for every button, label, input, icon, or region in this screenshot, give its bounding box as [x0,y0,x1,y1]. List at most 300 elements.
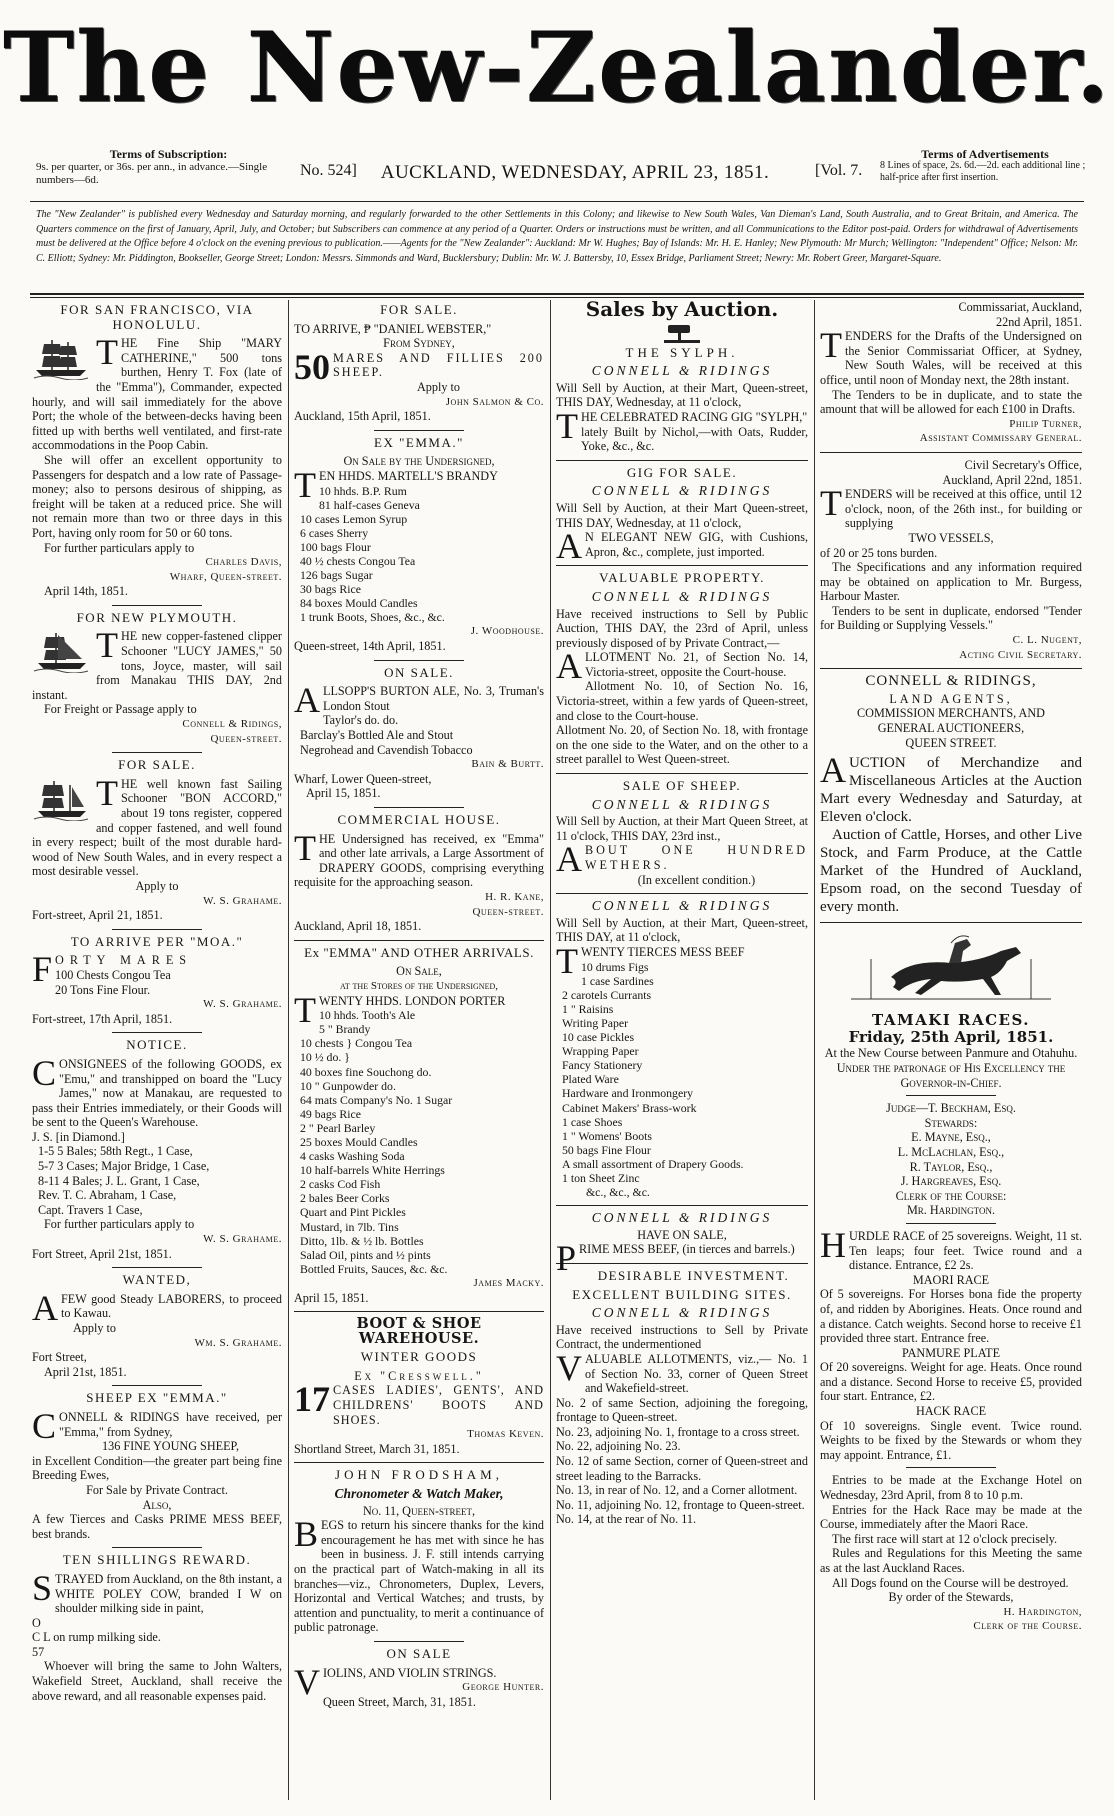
ad-subheading: On Sale, [396,964,442,979]
ad-signature: Philip Turner, [1009,417,1082,430]
auctioneer-name: CONNELL & RIDINGS [591,1210,773,1226]
ad-body: Will Sell by Auction, at their Mart Queen Street, at 11 o'clock, THIS DAY, 23rd inst., [556,814,808,843]
ad-body: lately Built by Nichol,—with Oats, Rudder, Yoke, &c., &c. [581,424,808,454]
list-item: Hardware and Ironmongery [562,1086,694,1101]
ad-body: IOLINS, AND VIOLIN STRINGS. [323,1665,497,1680]
race-description: Of 5 sovereigns. For Horses bona fide the property of, and ridden by Aborigines. Heats. Once round and a distance. Catch weights. Second horse to receive £1 provided three start. Entrance free. [820,1287,1082,1346]
ad-daniel-webster [294,303,544,424]
list-item: Taylor's do. do. [323,713,399,728]
brand-mark: O [32,1615,41,1630]
ad-date: April 21st, 1851. [44,1364,127,1379]
ad-body: HE Fine Ship "MARY CATHERINE," 500 tons burthen, Henry T. Fox (late of the "Emma"), Commander, expected hourly, and will sail immediately for the above Port; the whole of the between-decks having been fitted up with berths well ventilated, and first-rate accommodations in the Poop Cabin. [32,336,282,453]
ad-date: Friday, 25th April, 1851. [848,1027,1054,1046]
ad-separator [556,773,808,774]
list-item: 100 bags Flour [300,539,371,554]
race-official: Stewards: [924,1115,978,1130]
ad-body: HE new copper-fastened clipper Schooner "LUCY JAMES," 50 tons, Joyce, master, will sail from Manakau THIS DAY, 2nd instant. [32,629,282,702]
ad-valuable-property [556,571,808,767]
drop-cap: F [32,949,53,990]
list-item: 10 hhds. B.P. Rum [319,483,407,498]
ad-body: ENDERS will be received at this office, until 12 o'clock, noon, of the 26th inst., for building or supplying [845,487,1082,531]
drop-cap: T [556,405,578,446]
ad-heading: FOR SAN FRANCISCO, VIA HONOLULU. [60,302,254,332]
ad-body: Auction of Cattle, Horses, and other Live Stock, and Farm Produce, at the Cattle Market of the Hundred of Auckland, Epsom road, on the second Tuesday of every month. [820,827,1082,916]
ad-sheep-emma [32,1391,282,1541]
ad-ex-emma [294,436,544,654]
ad-body: UCTION of Merchandize and Miscellaneous Articles at the Auction Mart every Wednesday and Saturday, at Eleven o'clock. [820,755,1082,826]
list-item: Salad Oil, pints and ½ pints [300,1247,431,1262]
list-item: 10 " Gunpowder do. [300,1078,396,1093]
ad-heading: EX "EMMA." [374,434,464,450]
list-item: No. 22, adjoining No. 23. [556,1439,681,1454]
ad-signature: H. Hardington, [1003,1605,1082,1618]
ad-heading: CONNELL & RIDINGS, [865,673,1037,690]
ad-body: ONSIGNEES of the following GOODS, ex "Emu," and transhipped on board the "Lucy James," now at Manakau, are requested to pass their Entries immediately, or their Goods will be sent to the Queen's Warehouse. [32,1056,282,1130]
ad-signature: J. Woodhouse. [470,625,544,638]
ad-body: Will Sell by Auction, at their Mart, Queen-street, THIS DAY, Wednesday, at 11 o'clock, [556,380,808,410]
ad-commissariat-tenders [820,300,1082,446]
list-item: 64 mats Company's No. 1 Sugar [300,1092,453,1107]
auctioneer-name: CONNELL & RIDINGS [591,363,773,379]
ad-date: Wharf, Lower Queen-street, [294,771,432,786]
ad-body: For Sale by Private Contract. [86,1482,228,1497]
ad-body: By order of the Stewards, [888,1590,1014,1605]
ad-separator [906,1223,996,1224]
ad-tamaki-races [820,929,1082,1634]
drop-cap: T [294,989,316,1030]
ad-body: EN HHDS. MARTELL'S BRANDY [319,468,498,483]
list-item: 100 Chests Congou Tea [55,967,171,982]
ad-separator [112,605,202,606]
list-item: A small assortment of Drapery Goods. [562,1156,744,1171]
column-divider [550,300,551,1800]
ad-heading: ON SALE. [384,664,454,680]
list-item: Fancy Stationery [562,1058,643,1073]
ad-body: HE well known fast Sailing Schooner "BON ACCORD," about 19 tons register, coppered and copper fastened, and well found in every respect; built of the most durable hard-wood of New South Wales, and in every respect a most desirable vessel. [32,776,282,879]
ad-body: 136 FINE YOUNG SHEEP, [102,1439,240,1454]
dateline: AUCKLAND, WEDNESDAY, APRIL 23, 1851. [380,162,770,183]
list-item: 4 casks Washing Soda [300,1149,405,1164]
ad-body: Whoever will bring the same to John Walters, Wakefield Street, Auckland, shall receive the above reward, and all reasonable expenses paid. [32,1659,282,1703]
drop-cap: A [556,839,582,880]
ad-body: Have received instructions to Sell by Private Contract, the undermentioned [556,1322,808,1352]
list-item: 2 carotels Currants [562,987,652,1002]
ad-boot-shoe [294,1317,544,1456]
ad-heading: VALUABLE PROPERTY. [599,570,765,586]
ad-body: N ELEGANT NEW GIG, with Cushions, Apron, &c., complete, just imported. [585,530,808,559]
list-item: 2 casks Cod Fish [300,1177,381,1192]
list-item: 10 ½ do. } [300,1050,350,1065]
ad-place: Commissariat, Auckland, [958,300,1082,314]
race-official: J. Hargreaves, Esq. [900,1174,1002,1189]
ad-separator [820,922,1082,923]
ad-apply: Apply to [73,1321,116,1335]
ad-address: No. 11, Queen-street, [362,1503,476,1518]
ad-separator [820,668,1082,669]
ad-signature: James Macky. [473,1276,544,1289]
column-2 [294,300,544,1804]
ad-civil-secretary [820,458,1082,662]
ad-body: FEW good Steady LABORERS, to proceed to Kawau. [61,1291,282,1321]
ad-address: Queen-street. [210,732,282,745]
ad-signature: W. S. Grahame. [203,894,282,907]
auctioneer-name: CONNELL & RIDINGS [591,796,773,812]
ad-separator [294,1462,544,1463]
race-description: Of 20 sovereigns. Weight for age. Heats. Once round and a distance. Second Horse to receive £5, provided four start. Entrance, £2. [820,1360,1082,1404]
ad-body: Will Sell by Auction, at their Mart Queen-street, THIS DAY, Wednesday, at 11 o'clock, [556,500,808,530]
ad-body: WENTY HHDS. LONDON PORTER [319,993,506,1008]
ad-body: TRAYED from Auckland, on the 8th instant, a WHITE POLEY COW, branded I W on shoulder milking side in paint, [55,1571,282,1616]
ad-reward [32,1553,282,1703]
drop-number: 50 [294,346,330,387]
list-item: 5 " Brandy [319,1022,371,1037]
ad-signature: C. L. Nugent, [1012,634,1082,647]
ad-separator [112,1267,202,1268]
ad-separator [820,452,1082,453]
auctioneer-name: CONNELL & RIDINGS [591,588,773,604]
ad-body: The Tenders to be in duplicate, and to state the amount that will be allowed for each £100 in Drafts. [820,387,1082,417]
list-item: Barclay's Bottled Ale and Stout [300,728,454,743]
race-official: Mr. Hardington. [906,1203,996,1218]
ad-body: BOUT ONE HUNDRED WETHERS. [585,843,808,872]
ad-address: Wharf, Queen-street. [169,570,282,583]
ad-body: (In excellent condition.) [637,872,756,887]
ad-date: 22nd April, 1851. [996,314,1082,329]
ad-notice [32,1038,282,1261]
drop-cap: C [32,1052,57,1093]
ad-date: April 15, 1851. [306,786,381,801]
ad-commercial-house [294,813,544,934]
ad-body: At the New Course between Panmure and Otahuhu. [824,1046,1078,1061]
ad-separator [906,1095,996,1096]
race-official: E. Mayne, Esq., [911,1130,991,1145]
list-item: Cabinet Makers' Brass-work [562,1100,697,1115]
ad-signature: W. S. Grahame. [203,1233,282,1246]
list-item: 30 bags Rice [300,582,361,597]
ad-apply: Apply to [135,878,179,893]
ad-separator [294,1311,544,1312]
goods-list [556,960,808,1200]
ad-heading: FOR NEW PLYMOUTH. [76,609,238,625]
drop-cap: T [294,464,316,505]
list-item: 8-11 4 Bales; J. L. Grant, 1 Case, [38,1173,200,1188]
ad-heading: FOR SALE. [118,757,196,773]
list-item: Allotment No. 20, of Section No. 18, with frontage on the one side to the Water, and on the other to a street parallel to West Queen-street. [556,723,808,767]
list-item: 5-7 3 Cases; Major Bridge, 1 Case, [38,1159,210,1174]
ad-body: WENTY TIERCES MESS BEEF [581,944,745,959]
gavel-icon [662,321,702,343]
ad-body: Entries for the Hack Race may be made at the Course, immediately after the Maori Race. [820,1502,1082,1532]
ad-body: All Dogs found on the Course will be destroyed. [832,1575,1069,1590]
list-item: 20 Tons Fine Flour. [55,982,151,997]
subscription-terms-text: 9s. per quarter, or 36s. per ann., in advance.—Single numbers—6d. [36,161,268,186]
ad-gig [556,464,808,567]
ad-date: Fort Street, April 21st, 1851. [32,1246,172,1261]
list-item: 40 boxes fine Souchong do. [300,1064,432,1079]
ad-subheading: HAVE ON SALE, [637,1227,727,1242]
subscription-terms-heading: Terms of Subscription: [109,147,228,161]
ad-subheading: Ex "Cresswell." [354,1368,484,1383]
ad-connell-ridings [820,674,1082,916]
subscription-terms [36,148,301,187]
drop-cap: H [820,1224,846,1265]
ad-body: She will offer an excellent opportunity to Passengers for despatch and a low rate of Passage-money; also to persons desirous of shipping, as freight will be taken at a reduced price. She will not remain more than two or three days in this Port, having only room for 50 or 60 tons. [32,452,282,540]
list-item: 1 case Sardines [581,973,654,988]
ad-date: Fort-street, 17th April, 1851. [32,1011,173,1026]
ad-signature: John Salmon & Co. [445,395,544,408]
list-item: 10 chests } Congou Tea [300,1036,413,1051]
ad-date: Auckland, April 22nd, 1851. [942,472,1082,487]
ad-heading: TEN SHILLINGS REWARD. [62,1552,252,1568]
ad-date: Queen Street, March, 31, 1851. [323,1694,476,1709]
list-item: No. 14, at the rear of No. 11. [556,1512,697,1527]
brand-mark: C L on rump milking side. [32,1630,161,1645]
ship-icon [32,336,90,380]
ad-body: in Excellent Condition—the greater part being fine Breeding Ewes, [32,1453,282,1483]
ad-body: ENDERS for the Drafts of the Undersigned on the Senior Commissariat Officer, at Sydney, New South Wales, will be received at this office, until noon of Monday next, the 28th instant. [820,329,1082,387]
brand-mark: 57 [32,1644,45,1659]
list-item: No. 13, in rear of No. 12, and a Corner allotment. [556,1483,798,1498]
list-item: &c., &c., &c. [586,1185,650,1200]
ad-other-arrivals [294,946,544,1305]
drop-cap: T [294,827,316,868]
ad-separator [556,893,808,894]
volume-number: [Vol. 7. [815,162,863,179]
ad-body: LLOTMENT No. 21, of Section No. 14, Victoria-street, opposite the Court-house. [585,650,808,679]
ad-new-plymouth [32,611,282,746]
ad-signature: Bain & Burtt. [471,758,544,771]
ad-signature: H. R. Kane, [485,890,544,903]
column-divider [288,300,289,1800]
ad-subheading: QUEEN STREET. [905,735,997,750]
ad-date: April 15, 1851. [294,1290,369,1305]
masthead [0,0,1114,140]
list-item: Ditto, 1lb. & ½ lb. Bottles [300,1233,424,1248]
ad-subheading: GENERAL AUCTIONEERS, [877,721,1025,736]
issue-number: No. 524] [300,162,357,179]
list-item: 2 " Pearl Barley [300,1120,376,1135]
list-item: No. 12 of same Section, corner of Queen-street and street leading to the Barracks. [556,1454,808,1483]
list-item: 126 bags Sugar [300,568,373,583]
list-item: 10 drums Figs [581,959,649,974]
ad-body: Tenders to be sent in duplicate, endorsed "Tender for Building or Supplying Vessels." [820,603,1082,633]
section-heading: Sales by Auction. [585,300,779,321]
drop-cap: C [32,1405,57,1446]
ad-heading: ON SALE [386,1645,452,1661]
ad-body: Under the patronage of His Excellency the Governor-in-Chief. [836,1061,1066,1090]
ad-heading: TAMAKI RACES. [872,1011,1030,1030]
ad-body: HE Undersigned has received, ex "Emma" and other late arrivals, a Large Assortment of DRAPERY GOODS, comprising everything requisite for the approaching season. [294,831,544,890]
column-3 [556,300,808,1804]
list-item: Wrapping Paper [562,1044,639,1059]
auctioneer-name: CONNELL & RIDINGS [591,483,773,499]
ad-heading: FOR SALE. [380,302,458,317]
list-item: Rev. T. C. Abraham, 1 Case, [38,1188,177,1203]
ad-separator [112,929,202,930]
ad-heading: TO ARRIVE PER "MOA." [70,933,244,949]
list-item: Plated Ware [562,1072,619,1087]
ad-mess-beef [556,899,808,1199]
ad-body: Also, [142,1497,172,1512]
ad-body: CASES LADIES', GENTS', AND CHILDRENS' BOOTS AND SHOES. [333,1383,544,1427]
ad-body: RIME MESS BEEF, (in tierces and barrels.) [579,1242,795,1257]
list-item: 6 cases Sherry [300,525,369,540]
ad-subheading: at the Stores of the Undersigned, [340,979,498,992]
ad-subheading: Chronometer & Watch Maker, [334,1486,504,1502]
ad-for-sale-schooner [32,758,282,923]
ad-san-francisco [32,303,282,599]
ad-wanted [32,1273,282,1379]
list-item: Quart and Pint Pickles [300,1205,406,1220]
ad-signature-title: Clerk of the Course. [973,1620,1082,1633]
ad-body: The Specifications and any information required may be obtained on application to Mr. Burgess, Harbour Master. [820,560,1082,604]
ad-separator [556,565,808,566]
ad-date: Fort-street, April 21, 1851. [32,908,163,923]
column-divider [814,300,815,1800]
list-item: No. 23, adjoining No. 1, frontage to a cross street. [556,1424,800,1439]
ad-body: A few Tierces and Casks PRIME MESS BEEF, best brands. [32,1512,282,1541]
ad-separator [112,1385,202,1386]
ad-signature-title: Assistant Commissary General. [919,432,1082,445]
race-official: Clerk of the Course: [895,1188,1007,1203]
column-1 [32,300,282,1804]
list-item: No. 2 of same Section, adjoining the foregoing, frontage to Queen-street. [556,1395,808,1425]
ad-separator [906,1467,996,1468]
drop-cap: V [294,1661,320,1702]
ad-heading: GIG FOR SALE. [626,464,738,480]
ad-body: Have received instructions to Sell by Public Auction, THIS DAY, the 23rd of April, unless previously disposed of by Private Contract,— [556,606,808,650]
ad-separator [374,430,464,431]
list-item: 81 half-cases Geneva [319,497,420,512]
ad-heading: NOTICE. [126,1037,188,1053]
drop-number: 17 [294,1379,330,1420]
ad-violins [294,1647,544,1709]
ad-heading: Ex "EMMA" AND OTHER ARRIVALS. [304,944,534,960]
drop-cap: T [96,625,118,666]
list-item: 84 boxes Mould Candles [300,596,418,611]
ad-body: Will Sell by Auction, at their Mart, Queen-street, THIS DAY, at 11 o'clock, [556,915,808,945]
race-description: Of 10 sovereigns. Single event. Twice round. Weights to be fixed by the Stewards or whom they may appoint. Entrance, £1. [820,1418,1082,1462]
ad-body: The first race will start at 12 o'clock precisely. [832,1531,1058,1546]
ad-sale-of-sheep [556,779,808,887]
ad-address: Queen-street. [472,905,544,918]
drop-cap: T [96,772,118,813]
list-item: 2 bales Beer Corks [300,1191,390,1206]
drop-cap: V [556,1347,582,1388]
ad-heading: THE SYLPH. [625,344,739,360]
drop-cap: A [556,526,582,567]
advertisement-terms-text: 8 Lines of space, 2s. 6d.—2d. each additional line ; half-price after first insertion. [880,160,1086,183]
ad-date: Shortland Street, March 31, 1851. [294,1441,460,1456]
drop-cap: A [294,680,320,721]
ad-body: From Sydney, [383,336,455,351]
ad-signature: Wm. S. Grahame. [194,1336,282,1349]
ad-on-sale-ale [294,666,544,801]
advertisement-terms-heading: Terms of Advertisements [921,147,1049,161]
list-item: 1 " Raisins [562,1001,614,1016]
ad-desirable-investment [556,1269,808,1527]
publication-notice: The "New Zealander" is published every Wednesday and Saturday morning, and regularly forwarded to the other Settlements in this Colony; and likewise to New South Wales, Van Dieman's Land, South Australia, and to Great Britain, and America. The Quarters commence on the first of January, April, July, and October; but Subscribers can commence at any period of a Quarter. Orders or instructions must be written, and all Communications to the Editor post-paid. Orders for withdrawal of Advertisements must be delivered at the Office before 4 o'clock on the evening previous to publication.——Agents for the "New Zealander": Auckland: Mr W. Hughes; Bay of Islands: Mr. H. E. Hanley; New Plymouth: Mr Murch; Wellington: "Independent" Office; Nelson: Mr. C. Elliott; Sydney: Mr. Piddington, Bookseller, George Street; London: Messrs. Simmonds and Ward, Bucklersbury; Dublin: Mr. W. J. Battersby, 10, Essex Bridge, Parliament Street; Newry: Mr. Robert Greer, Margaret-Square. [36,209,1078,264]
race-heading: PANMURE PLATE [901,1345,1001,1360]
ad-heading: SALE OF SHEEP. [622,778,742,794]
list-item: J. S. [in Diamond.] [32,1129,125,1144]
advertisement-terms [880,148,1090,184]
race-heading: HACK RACE [915,1404,987,1419]
drop-cap: A [32,1287,58,1328]
ad-signature: Charles Davis, [205,556,282,569]
race-heading: MAORI RACE [912,1272,990,1287]
ad-separator [374,807,464,808]
racehorse-icon [851,929,1051,1009]
ad-heading: JOHN FRODSHAM, [335,1467,503,1483]
list-item: 25 boxes Mould Candles [300,1134,418,1149]
race-official: R. Taylor, Esq., [909,1159,993,1174]
drop-cap: T [820,483,842,524]
goods-list [294,1008,544,1276]
ad-heading: WANTED, [122,1272,192,1288]
list-item: 10 hhds. Tooth's Ale [319,1008,416,1023]
race-description: URDLE RACE of 25 sovereigns. Weight, 11 st. Ten leaps; four feet. Twice round and a distance. Entrance, £2 2s. [849,1228,1082,1273]
list-item: 10 half-barrels White Herrings [300,1163,445,1178]
ad-signature: W. S. Grahame. [203,998,282,1011]
publication-info-row [0,148,1114,194]
list-item: 1 case Shoes [562,1114,623,1129]
ad-body: ONNELL & RIDINGS have received, per "Emma," from Sydney, [59,1409,282,1439]
ad-date: Fort Street, [32,1350,87,1365]
list-item: 10 cases Lemon Syrup [300,511,408,526]
list-item: Allotment No. 10, of Section No. 16, Victoria-street, within a few yards of Queen-street, and close to the Court-house. [556,679,808,723]
ad-body: TWO VESSELS, [908,530,994,545]
ad-separator [556,460,808,461]
ad-separator [112,1547,202,1548]
ad-date: Auckland, April 18, 1851. [294,919,422,934]
ad-body: HE CELEBRATED RACING GIG "SYLPH," [581,409,808,424]
ad-heading: BOOT & SHOE WAREHOUSE. [356,1315,482,1347]
ad-body: LLSOPP'S BURTON ALE, No. 3, Truman's London Stout [323,684,544,713]
ship-icon [32,777,90,821]
ad-body: Rules and Regulations for this Meeting the same as at the last Auckland Races. [820,1546,1082,1575]
ad-separator [556,1205,808,1206]
masthead-rule [30,201,1084,202]
race-official: L. McLachlan, Esq., [897,1144,1005,1159]
drop-cap: B [294,1514,319,1555]
ad-subheading: LAND AGENTS, [889,691,1013,706]
ad-separator [374,660,464,661]
list-item: Mustard, in 7lb. Tins [300,1219,399,1234]
drop-cap: A [820,750,846,791]
ad-body: ALUABLE ALLOTMENTS, viz.,— No. 1 of Section No. 33, corner of Queen Street and Wakefield-street. [585,1351,808,1396]
ad-subheading: COMMISSION MERCHANTS, AND [857,706,1045,721]
drop-cap: T [96,332,118,373]
ad-place: Civil Secretary's Office, [964,457,1082,472]
ad-date: April 14th, 1851. [44,584,128,599]
drop-cap: T [556,940,578,981]
list-item: 1 " Womens' Boots [562,1128,652,1143]
ad-sylph [556,346,808,454]
ad-date: Queen-street, 14th April, 1851. [294,639,446,654]
ad-body: of 20 or 25 tons burden. [820,545,938,560]
list-item: Negrohead and Cavendish Tobacco [300,742,473,757]
list-item: 1-5 5 Bales; 58th Regt., 1 Case, [38,1144,193,1159]
ad-heading: SHEEP EX "EMMA." [86,1390,228,1406]
list-item: No. 11, adjoining No. 12, frontage to Queen-street. [556,1497,805,1512]
newspaper-title: The New-Zealander. [2,11,1112,124]
ad-body: Entries to be made at the Exchange Hotel on Wednesday, 23rd April, from 8 to 10 p.m. [820,1473,1082,1503]
ad-subheading: WINTER GOODS [360,1349,478,1365]
ad-separator [556,1263,808,1264]
list-item: 10 case Pickles [562,1030,635,1045]
auctioneer-name: CONNELL & RIDINGS [591,898,773,914]
